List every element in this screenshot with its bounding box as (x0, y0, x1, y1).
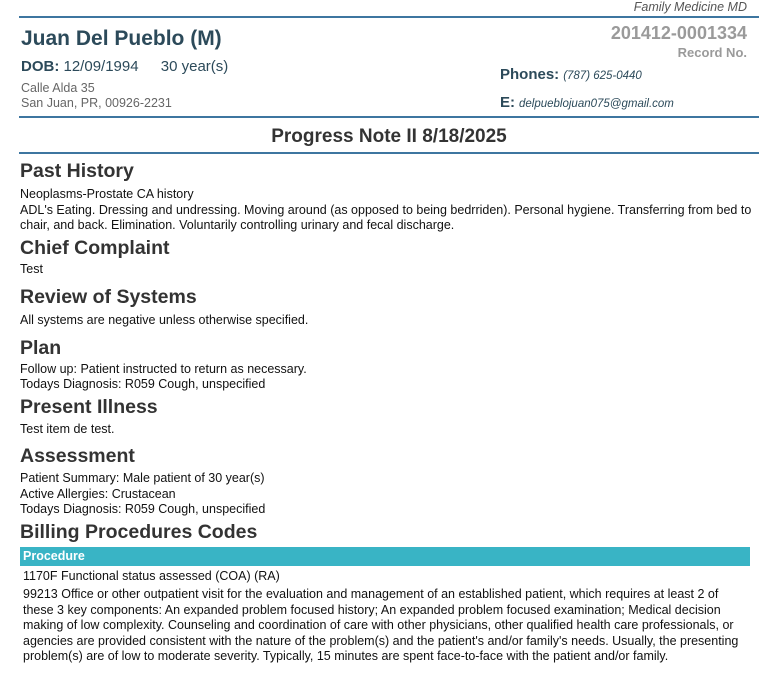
phones-line (500, 66, 642, 85)
phones-label: Phones: (500, 66, 560, 83)
section-present-illness (20, 396, 754, 438)
email-label: E: (500, 94, 515, 111)
note-title: Progress Note II 8/18/2025 (271, 126, 507, 147)
procedure-row: 99213 Office or other outpatient visit for the evaluation and management of an established patient, which requires at least 2 of these 3 key components: An expanded problem focused history; An expanded problem focused examination; Medical decision making of low complexity. Counseling and coordination of care with other physicians, other qualified health care professionals, or agencies are provided consistent with the nature of the problem(s) and the patient's and/or family's needs. Usually, the presenting problem(s) are of low to moderate severity. Typically, 15 minutes are spent face-to-face with the patient and/or family. (23, 587, 739, 663)
dob-value: 12/09/1994 (63, 58, 139, 75)
dob-line (21, 58, 228, 76)
section-title: Chief Complaint (20, 236, 170, 259)
header-bottom-rule (19, 116, 759, 118)
section-line: Active Allergies: Crustacean (20, 486, 176, 501)
section-body (20, 471, 754, 518)
section-line: Follow up: Patient instructed to return as necessary. (20, 361, 307, 376)
section-line: Test item de test. (20, 421, 115, 436)
section-line: ADL's Eating. Dressing and undressing. Moving around (as opposed to being bedrriden). Personal hygiene. Transferring from bed to chair, and back. Elimination. Voluntarily controlling urinary and fecal discharge. (20, 202, 752, 232)
email-line (500, 94, 674, 113)
section-plan (20, 337, 754, 393)
section-review-of-systems (20, 286, 754, 329)
section-assessment (20, 445, 754, 518)
procedure-row: 1170F Functional status assessed (COA) (RA) (23, 568, 280, 583)
section-line: Patient Summary: Male patient of 30 year(s) (20, 471, 265, 485)
section-title: Billing Procedures Codes (20, 520, 258, 543)
section-body (20, 313, 754, 329)
section-body (20, 262, 754, 278)
section-title: Plan (20, 336, 62, 359)
phone-value: (787) 625-0440 (563, 70, 642, 82)
procedure-table-header: Procedure (20, 547, 750, 566)
section-line: Todays Diagnosis: R059 Cough, unspecified (20, 502, 266, 516)
section-line: Test (20, 261, 43, 276)
section-title: Present Illness (20, 395, 158, 418)
record-number: 201412-0001334 (610, 23, 747, 43)
specialty-label: Family Medicine MD (633, 0, 747, 14)
age-value: 30 year(s) (160, 58, 229, 75)
section-line: Neoplasms-Prostate CA history (20, 187, 194, 201)
address-line-1: Calle Alda 35 (21, 81, 95, 95)
address-line-2: San Juan, PR, 00926-2231 (21, 96, 172, 110)
section-body (20, 362, 754, 393)
section-body (20, 187, 754, 234)
email-value: delpueblojuan075@gmail.com (519, 98, 674, 110)
note-content (20, 160, 754, 665)
section-title: Past History (20, 160, 134, 182)
dob-label: DOB: (21, 58, 60, 75)
section-body (20, 422, 754, 438)
section-title: Review of Systems (20, 286, 197, 308)
section-chief-complaint (20, 237, 754, 278)
title-bottom-rule (19, 152, 759, 154)
patient-name: Juan Del Pueblo (M) (21, 27, 222, 50)
section-title: Assessment (20, 445, 135, 467)
section-billing (20, 521, 754, 665)
top-rule (19, 16, 759, 18)
section-line: Todays Diagnosis: R059 Cough, unspecified (20, 377, 266, 391)
section-past-history (20, 160, 754, 234)
section-line: All systems are negative unless otherwise specified. (20, 313, 309, 327)
record-label: Record No. (677, 45, 747, 60)
